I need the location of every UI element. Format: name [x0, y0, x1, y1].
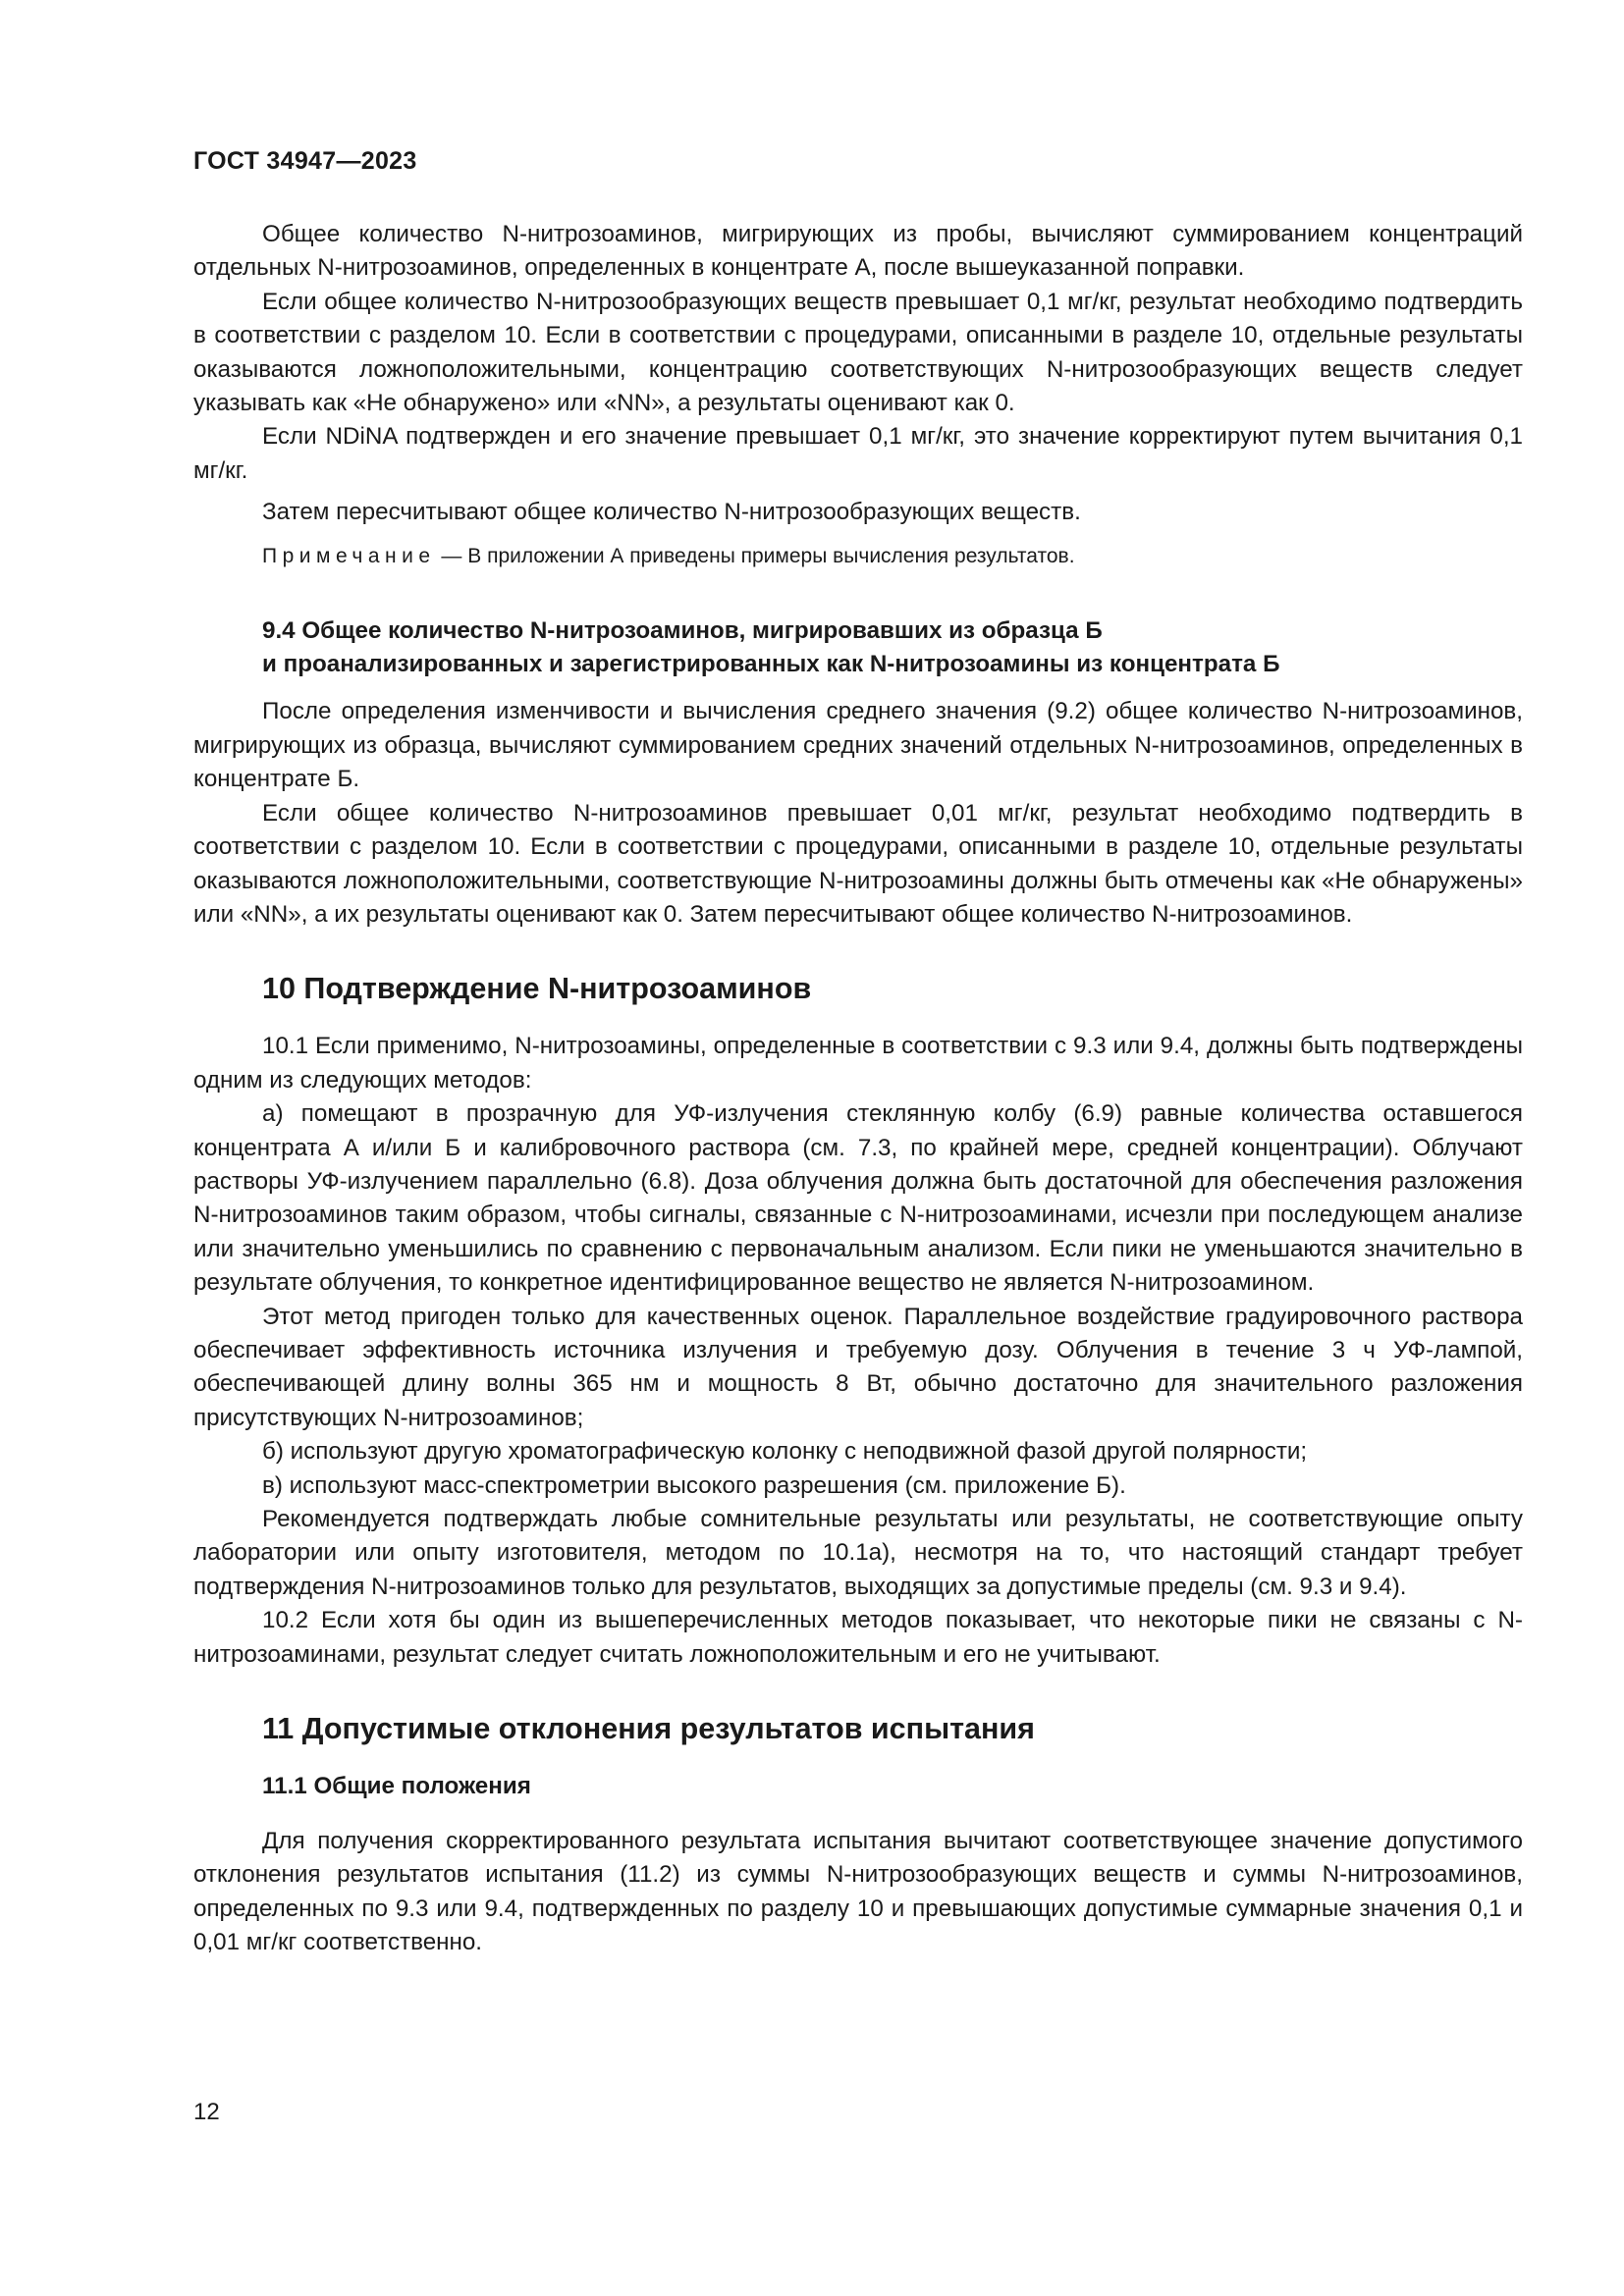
page-content — [193, 218, 1523, 1960]
paragraph: Общее количество N-нитрозоаминов, мигрирующих из пробы, вычисляют суммированием концентраций отдельных N-нитрозоаминов, определенных в концентрате А, после вышеуказанной поправки. — [193, 221, 1523, 282]
note — [193, 542, 1523, 571]
paragraph: Затем пересчитывают общее количество N-нитрозообразующих веществ. — [262, 499, 1081, 526]
paragraph: Рекомендуется подтверждать любые сомнительные результаты или результаты, не соответствующие опыту лаборатории или опыту изготовителя, методом по 10.1а), несмотря на то, что настоящий стандарт требует подтверждения N-нитрозоаминов только для результатов, выходящих за допустимые пределы (см. 9.3 и 9.4). — [193, 1506, 1523, 1600]
section-11-1-heading: 11.1 Общие положения — [262, 1773, 531, 1800]
list-item: в) используют масс-спектрометрии высокого разрешения (см. приложение Б). — [262, 1471, 1126, 1499]
paragraph: Для получения скорректированного результата испытания вычитают соответствующее значение допустимого отклонения результатов испытания (11.2) из суммы N-нитрозообразующих веществ и суммы N-нитрозоаминов, определенных по 9.3 или 9.4, подтвержденных по разделу 10 и превышающих допустимые суммарные значения 0,1 и 0,01 мг/кг соответственно. — [193, 1828, 1523, 1956]
paragraph: Если общее количество N-нитрозообразующих веществ превышает 0,1 мг/кг, результат необходимо подтвердить в соответствии с разделом 10. Если в соответствии с процедурами, описанными в разделе 10, отдельные результаты оказываются ложноположительными, концентрацию соответствующих N-нитрозообразующих веществ следует указывать как «Не обнаружено» или «NN», а результаты оценивают как 0. — [193, 288, 1523, 417]
paragraph: Если общее количество N-нитрозоаминов превышает 0,01 мг/кг, результат необходимо подтвердить в соответствии с разделом 10. Если в соответствии с процедурами, описанными в разделе 10, отдельные результаты оказываются ложноположительными, соответствующие N-нитрозоамины должны быть отмечены как «Не обнаружены» или «NN», а их результаты оценивают как 0. Затем пересчитывают общее количество N-нитрозоаминов. — [193, 799, 1523, 928]
note-label: Примечание — [262, 544, 436, 567]
paragraph: 10.1 Если применимо, N-нитрозоамины, определенные в соответствии с 9.3 или 9.4, должны быть подтверждены одним из следующих методов: — [193, 1033, 1523, 1094]
note-text: — В приложении А приведены примеры вычисления результатов. — [435, 544, 1075, 567]
paragraph: После определения изменчивости и вычисления среднего значения (9.2) общее количество N-нитрозоаминов, мигрирующих из образца, вычисляют суммированием средних значений отдельных N-нитрозоаминов, определенных в концентрате Б. — [193, 698, 1523, 793]
list-item: а) помещают в прозрачную для УФ-излучения стеклянную колбу (6.9) равные количества оставшегося концентрата А и/или Б и калибровочного раствора (см. 7.3, по крайней мере, средней концентрации). Облучают растворы УФ-излучением параллельно (6.8). Доза облучения должна быть достаточной для обеспечения разложения N-нитрозоаминов таким образом, чтобы сигналы, связанные с N-нитрозоаминами, исчезли при последующем анализе или значительно уменьшились по сравнению с первоначальным анализом. Если пики не уменьшаются значительно в результате облучения, то конкретное идентифицированное вещество не является N-нитрозоамином. — [193, 1100, 1523, 1297]
paragraph: Если NDiNA подтвержден и его значение превышает 0,1 мг/кг, это значение корректируют путем вычитания 0,1 мг/кг. — [193, 423, 1523, 484]
paragraph: Этот метод пригоден только для качественных оценок. Параллельное воздействие градуировочного раствора обеспечивает эффективность источника излучения и требуемую дозу. Облучения в течение 3 ч УФ-лампой, обеспечивающей длину волны 365 нм и мощность 8 Вт, обычно достаточно для значительного разложения присутствующих N-нитрозоаминов; — [193, 1303, 1523, 1431]
page-number: 12 — [193, 2099, 220, 2125]
section-11-heading: 11 Допустимые отклонения результатов испытания — [262, 1712, 1035, 1746]
list-item: б) используют другую хроматографическую колонку с неподвижной фазой другой полярности; — [262, 1438, 1308, 1466]
section-9-4-heading — [262, 614, 1523, 682]
section-9-4-title-line1: 9.4 Общее количество N-нитрозоаминов, мигрировавших из образца Б — [262, 616, 1103, 644]
section-10-heading: 10 Подтверждение N-нитрозоаминов — [262, 972, 812, 1006]
section-9-4-title-line2: и проанализированных и зарегистрированных как N-нитрозоамины из концентрата Б — [262, 651, 1280, 678]
paragraph: 10.2 Если хотя бы один из вышеперечисленных методов показывает, что некоторые пики не связаны с N-нитрозоаминами, результат следует считать ложноположительным и его не учитывают. — [193, 1607, 1523, 1668]
document-code-header: ГОСТ 34947—2023 — [193, 147, 417, 175]
